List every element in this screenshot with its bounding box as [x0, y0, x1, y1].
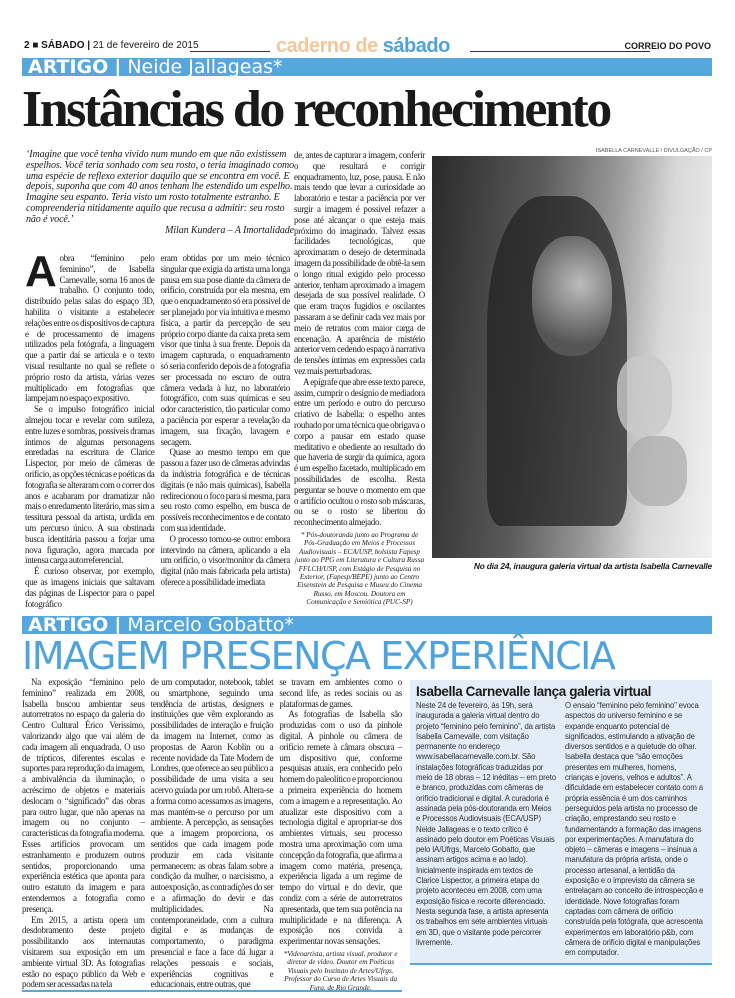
- header-rule: [190, 51, 270, 52]
- paragraph-text: obra “feminino pelo feminino”, de Isabella Carnevalle, soma 16 anos de trabalho. O conjunto todo, distribuído pelas salas do espaço 3D, habilita o visitante a estabelecer relações entre os dispositivos de captura e de processamento de imagens utilizados pela fotógrafa, a linguagem que a partir daí se articula e o texto visual resultante no qual se reflete o próprio rosto da artista, várias vezes multiplicado em fotografias que lampejam no espaço expositivo.: [25, 253, 155, 404]
- article1-author: Neide Jallageas*: [127, 56, 283, 78]
- paragraph: Se o impulso fotográfico inicial almejou tocar e revelar com sutileza, entre luzes e sombras, possíveis dramas íntimos de algumas personagens enredadas na escritura de Clarice Lispector, por meio de câmeras de orifício, as opções técnicas e poéticas da fotografia se alteraram com o correr dos anos e acabaram por dramatizar não mais o enredamento literário, mas sim a tessitura pessoal da artista, urdida em um percurso único. A sua obstinada busca identitária passou a forjar uma nova figuração, agora marcada por intensa carga autorreferencial.: [25, 404, 155, 566]
- paragraph: A epígrafe que abre esse texto parece, assim, cumprir o desígnio de mediadora entre um período e outro do percurso criativo de Isabella: o espelho antes roubado por uma técnica que obrigava o corpo a pausar em estado quase meditativo e obediente ao resultado do que haveria de surgir da química, agora é um espelho facetado, multiplicado em possibilidades de escolha. Resta perguntar se houve o momento em que o artifício ocultou o rosto sob máscaras, ou se o rosto se libertou do reconhecimento almejado.: [294, 376, 425, 528]
- drop-cap: A: [25, 247, 57, 296]
- bullet-icon: ■: [32, 40, 39, 51]
- paragraph: [25, 247, 155, 404]
- kicker-label: ARTIGO: [28, 614, 109, 636]
- section-title-part2: sábado: [382, 35, 450, 57]
- sidebar-box: [410, 680, 712, 965]
- kicker-separator: |: [114, 614, 122, 636]
- article2-kicker-bar: [22, 616, 712, 634]
- paragraph: de, antes de capturar a imagem, conferir o que resultará e corrigir enquadramento, luz, pose, pausa. E não mais tendo que levar a curiosidade ao laboratório e testar a paciência por ver surgir a imagem é possível refazer a pose até alcançar o que esteja mais próximo do imaginado. Talvez essas facilidades tecnológicas, que aproximaram o desejo de determinada imagem da possibilidade de obtê-la sem o longo ritual exigido pelo processo anterior, tenham aproximado a imagem desejada de sua possível realidade. O que eram traços fugidios e oscilantes passaram a se definir cada vez mais por meio de retratos com maior carga de encenação. A aparência de mistério anterior vem cedendo espaço à narrativa de tensões íntimas em expressões cada vez mais perturbadoras.: [294, 150, 425, 376]
- epigraph-source: Milan Kundera – A Imortalidade: [165, 224, 294, 236]
- weekday: SÁBADO: [41, 40, 85, 51]
- paragraph: Quase ao mesmo tempo em que passou a fazer uso de câmeras advindas da indústria fotográfica e de técnicas digitais (e não mais químicas), Isabella redirecionou o foco para si mesma, para seu rosto como espelho, em busca de possíveis reconhecimentos e de contato com sua identidade.: [160, 447, 290, 533]
- kicker-separator: |: [114, 56, 122, 78]
- epigraph-text: ‘Imagine que você tenha vivido num mundo em que não existissem espelhos. Você teria sonhado com seu rosto, o teria imaginado como uma espécie de reflexo exterior daquilo que se encontra em você. E depois, suponha que com 40 anos tenham lhe estendido um espelho. Imagine seu espanto. Teria visto um rosto totalmente estranho. E compreenderia nitidamente aquilo que recusa a admitir: seu rosto não é você.’: [26, 149, 295, 225]
- section-title-part1: caderno de: [276, 35, 378, 57]
- author-footnote: *Videoartista, artista visual, produtor e diretor de vídeo. Doutor em Poéticas Visuais pelo Instituto de Artes/Ufrgs. Professor do Curso de Artes Visuais da Furg, de Rio Grande.: [283, 949, 398, 992]
- article1-kicker-bar: [22, 58, 712, 76]
- box-title: Isabella Carnevalle lança galeria virtual: [416, 684, 651, 699]
- article1-column-3: [294, 150, 425, 607]
- page-number: 2: [24, 40, 30, 51]
- article2-headline: IMAGEM PRESENÇA EXPERIÊNCIA: [22, 634, 615, 678]
- paragraph: eram obtidas por um meio técnico singular que exigia da artista uma longa pausa em sua pose diante da câmera de orifício, construída por ela mesma, em que o enquadramento só era possível de ser planejado por via intuitiva e mesmo física, a partir da percepção de seu próprio corpo diante da caixa preta sem visor que tinha à sua frente. Depois da imagem capturada, o enquadramento só seria conferido depois de a fotografia ser processada no escuro de outra câmera vedada à luz, no laboratório fotográfico, com suas químicas e seu odor característico, tão particular como a paciência por esperar a revelação da imagem, sua fixação, lavagem e secagem.: [160, 253, 290, 447]
- bottom-rule: [22, 990, 402, 992]
- author-footnote: * Pós-doutoranda junto ao Programa de Pós-Graduação em Meios e Processos Audiovisuais – ECA/USP, bolsista Fapesp junto ao PPG em Literatura e Cultura Russa FFLCH/USP, com Estágio de Pesquisa no Exterior, (Fapesp/BEPE) junto ao Centro Eisenstein de Pesquisa e Museu do Cinema Russo, em Moscou. Doutora em Comunicação e Semiótica (PUC-SP): [294, 530, 425, 607]
- article1-headline: Instâncias do reconhecimento: [22, 81, 610, 138]
- photo-hand-shape: [617, 356, 672, 436]
- photo-face-shape: [532, 236, 612, 356]
- box-column-2: O ensaio “feminino pelo feminino” evoca aspectos do universo feminino e se expande enquanto potencial de significados, estimulando a ativação de diversos sentidos e a quietude do olhar. Isabella destaca que “são emoções presentes em mulheres, homens, crianças e jovens, velhos e adultos”. A dificuldade em estabelecer contato com a própria essência é um dos caminhos perseguidos pela artista no processo de criação, emprestando seu rosto e fundamentando a formação das imagens por experimentações. A manufatura do objeto – câmeras e imagens – insinua a manufatura da própria artista, onde o processo artesanal, a lentidão da exposição e o imprevisto da câmera se entrelaçam ao conceito de introspecção e identidade. Nove fotografias foram captadas com câmera de orifício construída pela fotógrafa, que acrescenta experimentos em laboratório p&b, com câmera de orifício digital e manipulações em computador.: [565, 701, 704, 958]
- kicker-label: ARTIGO: [28, 56, 109, 78]
- paragraph: Em 2015, a artista opera um desdobramento deste projeto possibilitando aos internautas visitarem sua exposição em um ambiente virtual 3D. As fotografias estão no espaço público da Web e podem ser acessadas na tela: [22, 914, 145, 990]
- box-column-1: Neste 24 de fevereiro, às 19h, será inaugurada a galeria virtual dentro do projeto “feminino pelo feminino”, da artista Isabella Carnevalle, com visitação permanente no endereço www.isabellacarnevalle.com.br. São instalações fotográficas traduzidas por meio de 18 obras – 12 inéditas – em preto e branco, produzidas com câmeras de orifício tradicional e digital. A curadoria é assinada pela pós-doutoranda em Meios e Processos Audiovisuais (ECA/USP) Neide Jallageas e o texto crítico é assinado pelo doutor em Poéticas Visuais pelo IA/Ufrgs, Marcelo Gobatto, que assinam artigos acima e ao lado). Inicialmente inspirada em textos de Clarice Lispector, a primeira etapa do projeto aconteceu em 2008, com uma exposição física e recorte diferenciado. Nesta segunda fase, a artista apresenta os trabalhos em sete ambientes virtuais em 3D, que o visitante pode percorrer livremente.: [416, 701, 556, 947]
- article2-columns: [22, 677, 402, 992]
- page-header-info: 2 ■ SÁBADO | 21 de fevereiro de 2015: [24, 40, 199, 51]
- paragraph: É curioso observar, por exemplo, que as imagens iniciais que saltavam das páginas de Lispector para o papel fotográfico: [25, 566, 155, 609]
- article1-columns-1-2: [25, 247, 290, 609]
- epigraph: [26, 150, 294, 236]
- paragraph: se travam em ambientes como o second life, as redes sociais ou as plataformas de games.: [279, 677, 402, 709]
- paragraph: O processo tornou-se outro: embora intervindo na câmera, aplicando a ela um orifício, o visor/monitor da câmera digital (não mais fabricada pela artista) oferece a possibilidade imediata: [160, 533, 290, 587]
- section-title: [276, 35, 450, 58]
- photo-hand-shape: [627, 436, 687, 506]
- article-photo: [432, 156, 712, 558]
- issue-date: 21 de fevereiro de 2015: [92, 40, 199, 51]
- newspaper-name: CORREIO DO POVO: [624, 41, 711, 51]
- photo-caption: No dia 24, inaugura galeria virtual da artista Isabella Carnevalle: [473, 561, 712, 571]
- header-rule: [470, 51, 650, 52]
- article2-author: Marcelo Gobatto*: [127, 614, 294, 636]
- paragraph: As fotografias de Isabella são produzidas com o uso da pinhole digital. A pinhole ou câmera de orifício remete à câmara obscura – um dispositivo que, conforme pesquisas atuais, era conhecido pelo homem do paleolítico e proporcionou a primeira experiência do homem com a imagem e a representação. Ao atualizar este dispositivo com a tecnologia digital e apropriar-se dos ambientes virtuais, seu processo mostra uma aproximação com uma concepção da fotografia, que afirma a imagem como matéria, presença, experiência ligada a um regime de tempo do virtual e do devir, que condiz com a série de autorretratos apresentada, que tem sua potência na multiplicidade e na diferença. A exposição nos convida a experimentar novas sensações.: [279, 709, 402, 947]
- paragraph: de um computador, notebook, tablet ou smartphone, seguindo uma tendência de artistas, designers e instituições que vêm explorando as possibilidades de interação e fruição da imagem na Internet, como as propostas de Aaron Koblin ou a recente novidade da Tate Modern de Londres, que oferece ao seu público a possibilidade de uma visita a seu acervo guiada por um robô. Altera-se a forma como acessamos as imagens, mas mantém-se o percurso por um ambiente. A percepção, as sensações que a imagem proporciona, os sentidos que cada imagem pode produzir em cada visitante permanecem: as obras falam sobre a condição da mulher, o narcisismo, a autoexposição, as contradições do ser e a afirmação do devir e das multiplicidades. Na contemporaneidade, com a cultura digital e as mudanças de comportamento, o paradigma presencial e face a face dá lugar a relações pessoais e sociais, experiências cognitivas e educacionais, entre outras, que: [150, 677, 274, 990]
- paragraph: Na exposição “feminino pelo feminino” realizada em 2008, Isabella buscou ambientar seus autorretratos no espaço da galeria do Centro Cultural Érico Veríssimo, valorizando algo que vai além de cada imagem ali enquadrada. O uso de trípticos, diferentes escalas e suportes para reprodução da imagem, a ambivalência da iluminação, o acréscimo de objetos e materiais deslocam o “significado” das obras para outro lugar, que não apenas na imagem ou no conjunto – características da fotografia moderna. Esses artifícios provocam um estranhamento e produzem outros sentidos, proporcionando uma experiência estética que aponta para outro estatuto da imagem e para entendermos a fotografia como presença.: [22, 677, 145, 914]
- photo-credit: ISABELLA CARNEVALLE / DIVULGAÇÃO / CP: [595, 148, 712, 154]
